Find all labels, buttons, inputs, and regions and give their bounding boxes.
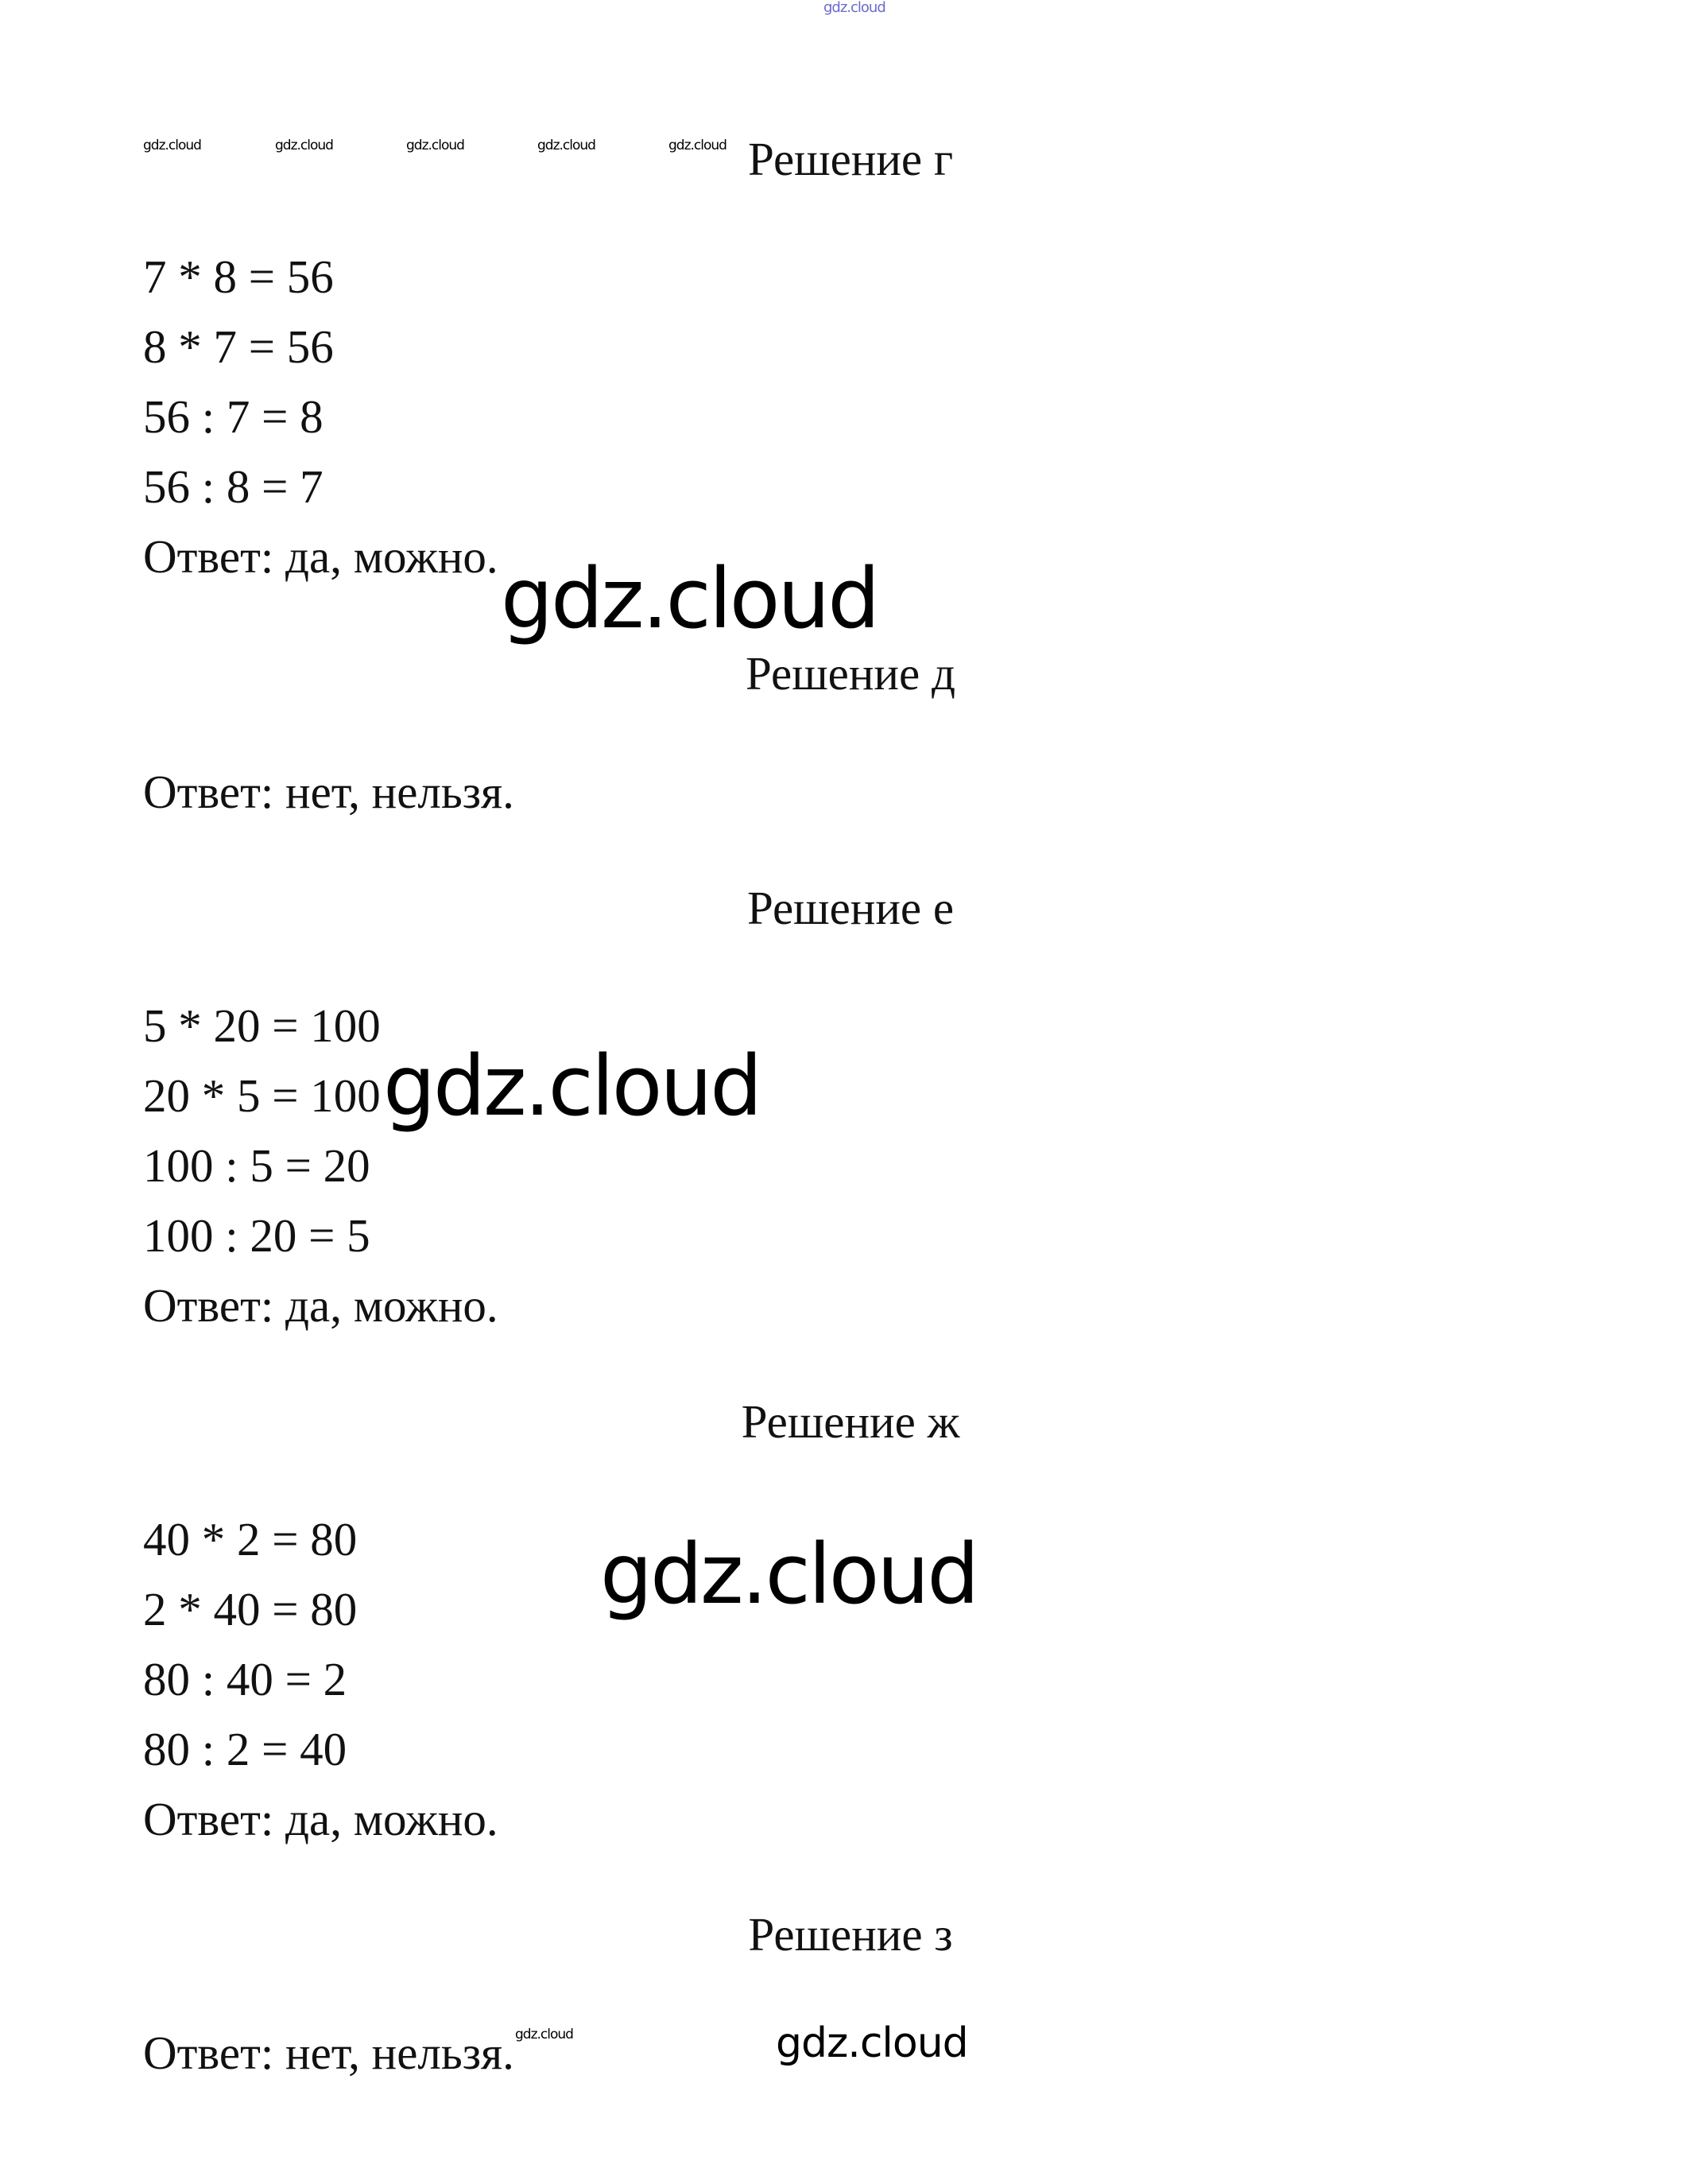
equation-line: 100 : 5 = 20 (143, 1139, 370, 1192)
answer-line: Ответ: да, можно. (143, 1793, 498, 1845)
equation-line: 56 : 8 = 7 (143, 460, 324, 513)
section-heading-e: Решение е (746, 882, 955, 934)
watermark-bottom-medium: gdz.cloud (776, 2019, 968, 2067)
equation-line: 80 : 2 = 40 (143, 1723, 347, 1775)
watermark-large: gdz.cloud (383, 1038, 761, 1135)
equation-line: 56 : 7 = 8 (143, 390, 324, 443)
equation-line: 2 * 40 = 80 (143, 1583, 358, 1635)
watermark-header-5: gdz.cloud (668, 138, 727, 153)
equation-line: 80 : 40 = 2 (143, 1653, 347, 1705)
section-heading-g: Решение г (747, 133, 954, 185)
answer-line: Ответ: да, можно. (143, 1279, 498, 1332)
section-heading-zh: Решение ж (741, 1395, 960, 1448)
answer-line: Ответ: да, можно. (143, 530, 498, 583)
answer-line: Ответ: нет, нельзя. (143, 766, 514, 818)
equation-line: 8 * 7 = 56 (143, 320, 334, 373)
watermark-top: gdz.cloud (823, 0, 885, 16)
answer-line: Ответ: нет, нельзя. (143, 2027, 514, 2079)
section-heading-d: Решение д (746, 647, 955, 700)
equation-line: 40 * 2 = 80 (143, 1513, 358, 1565)
section-heading-z: Решение з (748, 1908, 953, 1961)
watermark-header-3: gdz.cloud (406, 138, 464, 153)
watermark-header-1: gdz.cloud (143, 138, 201, 153)
watermark-large: gdz.cloud (600, 1526, 978, 1623)
equation-line: 5 * 20 = 100 (143, 999, 381, 1052)
equation-line: 100 : 20 = 5 (143, 1209, 370, 1262)
equation-line: 7 * 8 = 56 (143, 250, 334, 303)
watermark-large: gdz.cloud (501, 550, 878, 647)
watermark-header-2: gdz.cloud (275, 138, 333, 153)
equation-line: 20 * 5 = 100 (143, 1069, 381, 1122)
watermark-header-4: gdz.cloud (537, 138, 595, 153)
watermark-bottom-small: gdz.cloud (515, 2027, 573, 2042)
